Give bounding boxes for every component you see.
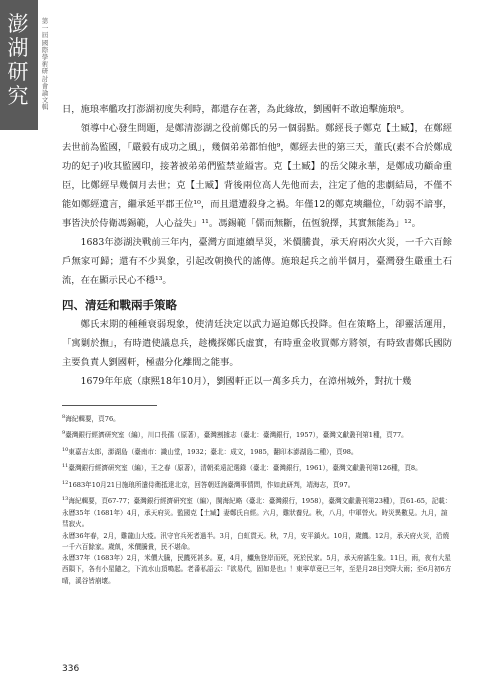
footnote-text: 海紀輯要，頁67-77；臺灣銀行經濟研究室（編），閩海紀略（臺北：臺灣銀行，1958），臺灣文獻叢刊第23種），頁61-65，記載： 永曆35年（1681年）4月，承天府災。監國克【土臧】妻鄭氏自經。六月，雞狀養兒。秋，八月，中軍營火。時災異數見。九月，諠彗寂火。 永曆36年春，2月，雞龍山大疫。汛守官兵死者過半。3月，白虹貫天。秋，7月，安平鎮火。10月，歲饑。12月，承天府火災，沿燒一千六百餘家。歲飢，米價騰貴，民不堪命。 永曆37年（1683年）2月，米價大騰，民饑死甚多。夏，4月，鱷魚登岸而死，死於民家。5月，承天府謠生象。11日，雨，夜有大星西隕下，各有小星隨之，下流水山頂鳴起。老番私語云：『欲易代，固如是也』！東寧草竟已三年，至是月28日突降大雨；至6月初6方晴，溪谷皆崩壞。: [62, 497, 452, 585]
title-char: 澎: [7, 12, 29, 36]
footnote-number: 8: [62, 414, 66, 420]
page-number: 336: [62, 664, 80, 674]
subtitle-char: 屆: [41, 31, 49, 40]
footnote: [62, 428, 452, 441]
footnote: [62, 478, 452, 491]
footnote: [62, 461, 452, 474]
footnote-number: 13: [62, 496, 69, 503]
footnote-text: 東嘉吉太郎，澎湖島（臺南市：識山堂，1932；臺北：成文，1985，翻印本澎湖島二種），頁98。: [68, 448, 358, 457]
subtitle-char: 國: [41, 38, 49, 47]
footnote-divider: [62, 405, 157, 406]
title-char: 湖: [7, 36, 29, 60]
running-title: [6, 12, 30, 108]
section-heading: 四、清廷和戰兩手策略: [62, 298, 177, 312]
title-char: 研: [7, 60, 29, 84]
footnote-text: 臺灣銀行經濟研究室（編），王之春（原著），清朝柔遠記選錄（臺北：臺灣銀行，1961），臺灣文獻叢刊第126種，頁8。: [68, 464, 422, 473]
title-char: 究: [7, 84, 29, 108]
subtitle-char: 研: [41, 67, 49, 76]
running-subtitle: [40, 18, 50, 112]
subtitle-char: 論: [41, 89, 49, 98]
subtitle-char: 文: [41, 96, 49, 105]
paragraph-3: 1683年澎湖決戰前三年内，臺灣方面連續旱災，米價騰貴，承天府兩次火災，一千六百餘戶無家可歸；還有不少異象，引起改朝換代的謠傳。施琅起兵之前半個月，臺灣發生嚴重土石流，在在顯示民心不穩¹³。: [62, 237, 452, 286]
footnote: [62, 412, 452, 425]
footnote: [62, 494, 452, 587]
footnote-number: 9: [62, 430, 66, 437]
footnote-text: 1683年10月21日施琅所遣侍衛抵達北京，回答朝廷詢臺灣事情問，作如此研判，靖海志，頁97。: [68, 481, 355, 490]
page-content: [62, 100, 452, 590]
footnote-number: 12: [62, 479, 69, 486]
subtitle-char: 討: [41, 74, 49, 83]
footnote-number: 11: [62, 463, 69, 470]
subtitle-char: 輯: [41, 103, 49, 112]
paragraph-2: 領導中心發生問題，是鄭清澎湖之役前鄭氏的另一個弱點。鄭經長子鄭克【土臧】，在鄭經去世前為監國，「嚴毅有成功之風」，幾個弟弟都怕他⁹，鄭經去世的第三天，董氏(素不合於鄭成功的妃子)收其監國印，接著被弟弟們監禁並縊害。克【土臧】的岳父陳永華，是鄭成功顧命重臣，比鄭經早幾個月去世；克【土臧】背後兩位高人先他而去，注定了他的悲劇結局，不僅不能如鄭經遺言，繼承延平郡王位¹⁰，而且還遭殺身之禍。年僅12的鄭克塽繼位，「幼弱不諳事，事皆決於侍衛馮錫範，人心益失」¹¹。馮錫範「儒而無斷，伍恆貌擇，其實無能為」¹²。: [62, 123, 452, 229]
footnote-text: 海紀輯要，頁76。: [65, 415, 120, 424]
subtitle-char: 際: [41, 45, 49, 54]
paragraph-1: 日，施琅率艦攻打澎湖初度失利時，都還存在著，為此緣故，劉國軒不敢追擊施琅⁸。: [62, 104, 410, 115]
subtitle-char: 一: [41, 24, 49, 33]
subtitle-char: 術: [41, 60, 49, 69]
subtitle-char: 會: [41, 81, 49, 90]
footnote-number: 10: [62, 446, 69, 453]
footnotes: [62, 412, 452, 587]
footnote: [62, 445, 452, 458]
subtitle-char: 第: [41, 17, 49, 25]
subtitle-char: 學: [41, 53, 49, 62]
paragraph-4: 鄭氏末期的種種衰弱現象，使清廷決定以武力逼迫鄭氏投降。但在策略上，卻靈活運用，「寓剿於撫」，有時遣使議息兵，趁機探鄭氏虛實，有時重金收買鄭方將領，有時致書鄭氏國防主要負責人劉國軒，極盡分化離間之能事。: [62, 319, 452, 368]
footnote-text: 臺灣銀行經濟研究室（編），川口長孺（原著），臺灣割據志（臺北：臺灣銀行，1957），臺灣文獻叢刊第1種，頁77。: [65, 431, 408, 440]
paragraph-5: 1679年年底（康熙18年10月），劉國軒正以一萬多兵力，在漳州城外，對抗十幾: [80, 376, 412, 387]
